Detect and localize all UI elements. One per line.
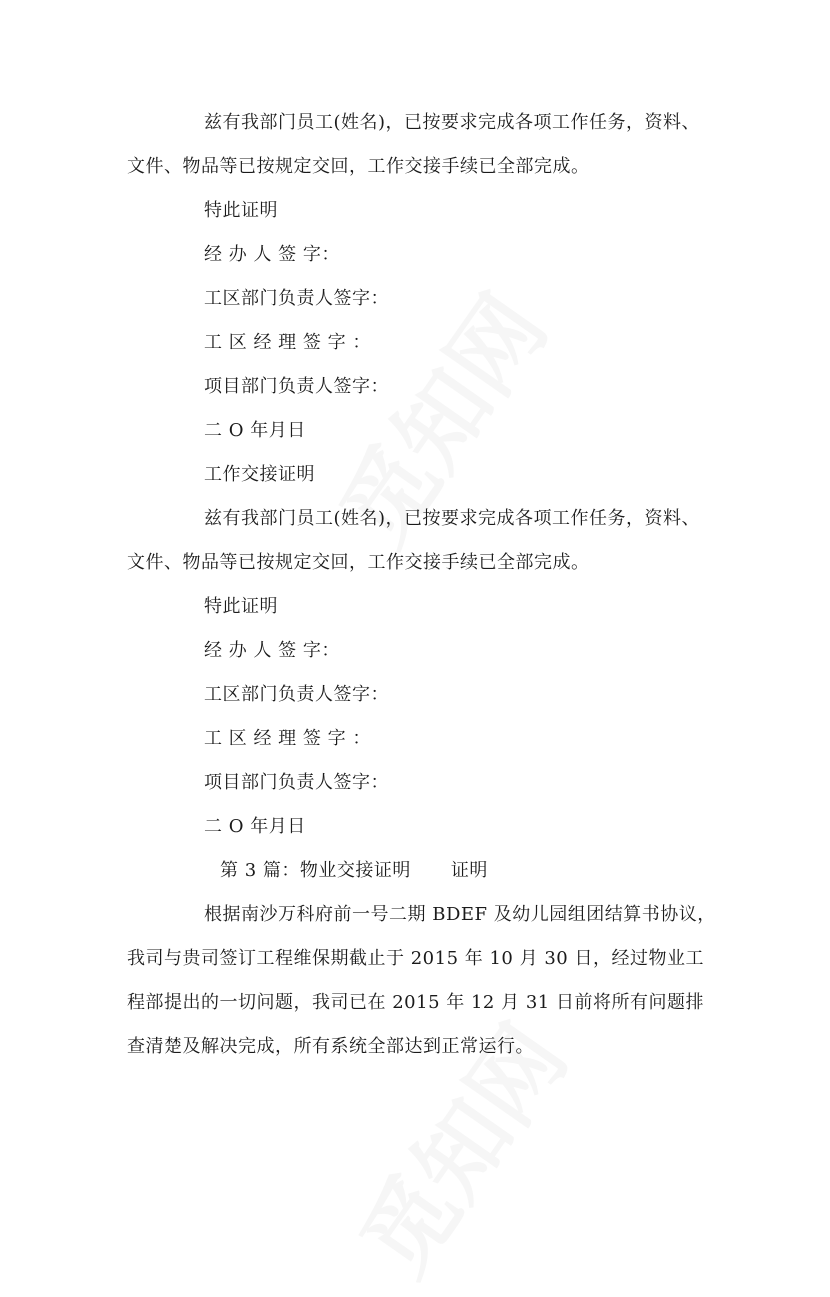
section-title-2: 工作交接证明 <box>204 464 315 485</box>
manager-signature-2: 工 区 经 理 签 字 ： <box>204 728 371 749</box>
section-3-label: 第 3 篇：物业交接证明 <box>220 860 411 881</box>
handler-signature-1: 经 办 人 签 字： <box>204 244 340 265</box>
paragraph-3-line-2: 我司与贵司签订工程维保期截止于 2015 年 10 月 30 日，经过物业工 <box>127 948 704 969</box>
date-1: 二 O 年月日 <box>204 420 306 441</box>
paragraph-2-line-2: 文件、物品等已按规定交回，工作交接手续已全部完成。 <box>127 552 590 573</box>
manager-signature-1: 工 区 经 理 签 字 ： <box>204 332 371 353</box>
paragraph-3-line-4: 查清楚及解决完成，所有系统全部达到正常运行。 <box>127 1036 534 1057</box>
paragraph-3-line-3: 程部提出的一切问题，我司已在 2015 年 12 月 31 日前将所有问题排 <box>127 992 704 1013</box>
project-head-signature-2: 项目部门负责人签字： <box>204 772 389 793</box>
paragraph-1-line-1: 兹有我部门员工(姓名)，已按要求完成各项工作任务，资料、 <box>204 112 701 133</box>
section-3-suffix: 证明 <box>450 860 488 881</box>
paragraph-3-line-1: 根据南沙万科府前一号二期 BDEF 及幼儿园组团结算书协议， <box>204 904 716 925</box>
paragraph-1-line-2: 文件、物品等已按规定交回，工作交接手续已全部完成。 <box>127 156 590 177</box>
date-2: 二 O 年月日 <box>204 816 306 837</box>
handler-signature-2: 经 办 人 签 字： <box>204 640 340 661</box>
special-proof-2: 特此证明 <box>204 596 278 617</box>
dept-head-signature-1: 工区部门负责人签字： <box>204 288 389 309</box>
special-proof-1: 特此证明 <box>204 200 278 221</box>
section-3-heading <box>220 859 488 883</box>
dept-head-signature-2: 工区部门负责人签字： <box>204 684 389 705</box>
paragraph-2-line-1: 兹有我部门员工(姓名)，已按要求完成各项工作任务，资料、 <box>204 508 701 529</box>
project-head-signature-1: 项目部门负责人签字： <box>204 376 389 397</box>
